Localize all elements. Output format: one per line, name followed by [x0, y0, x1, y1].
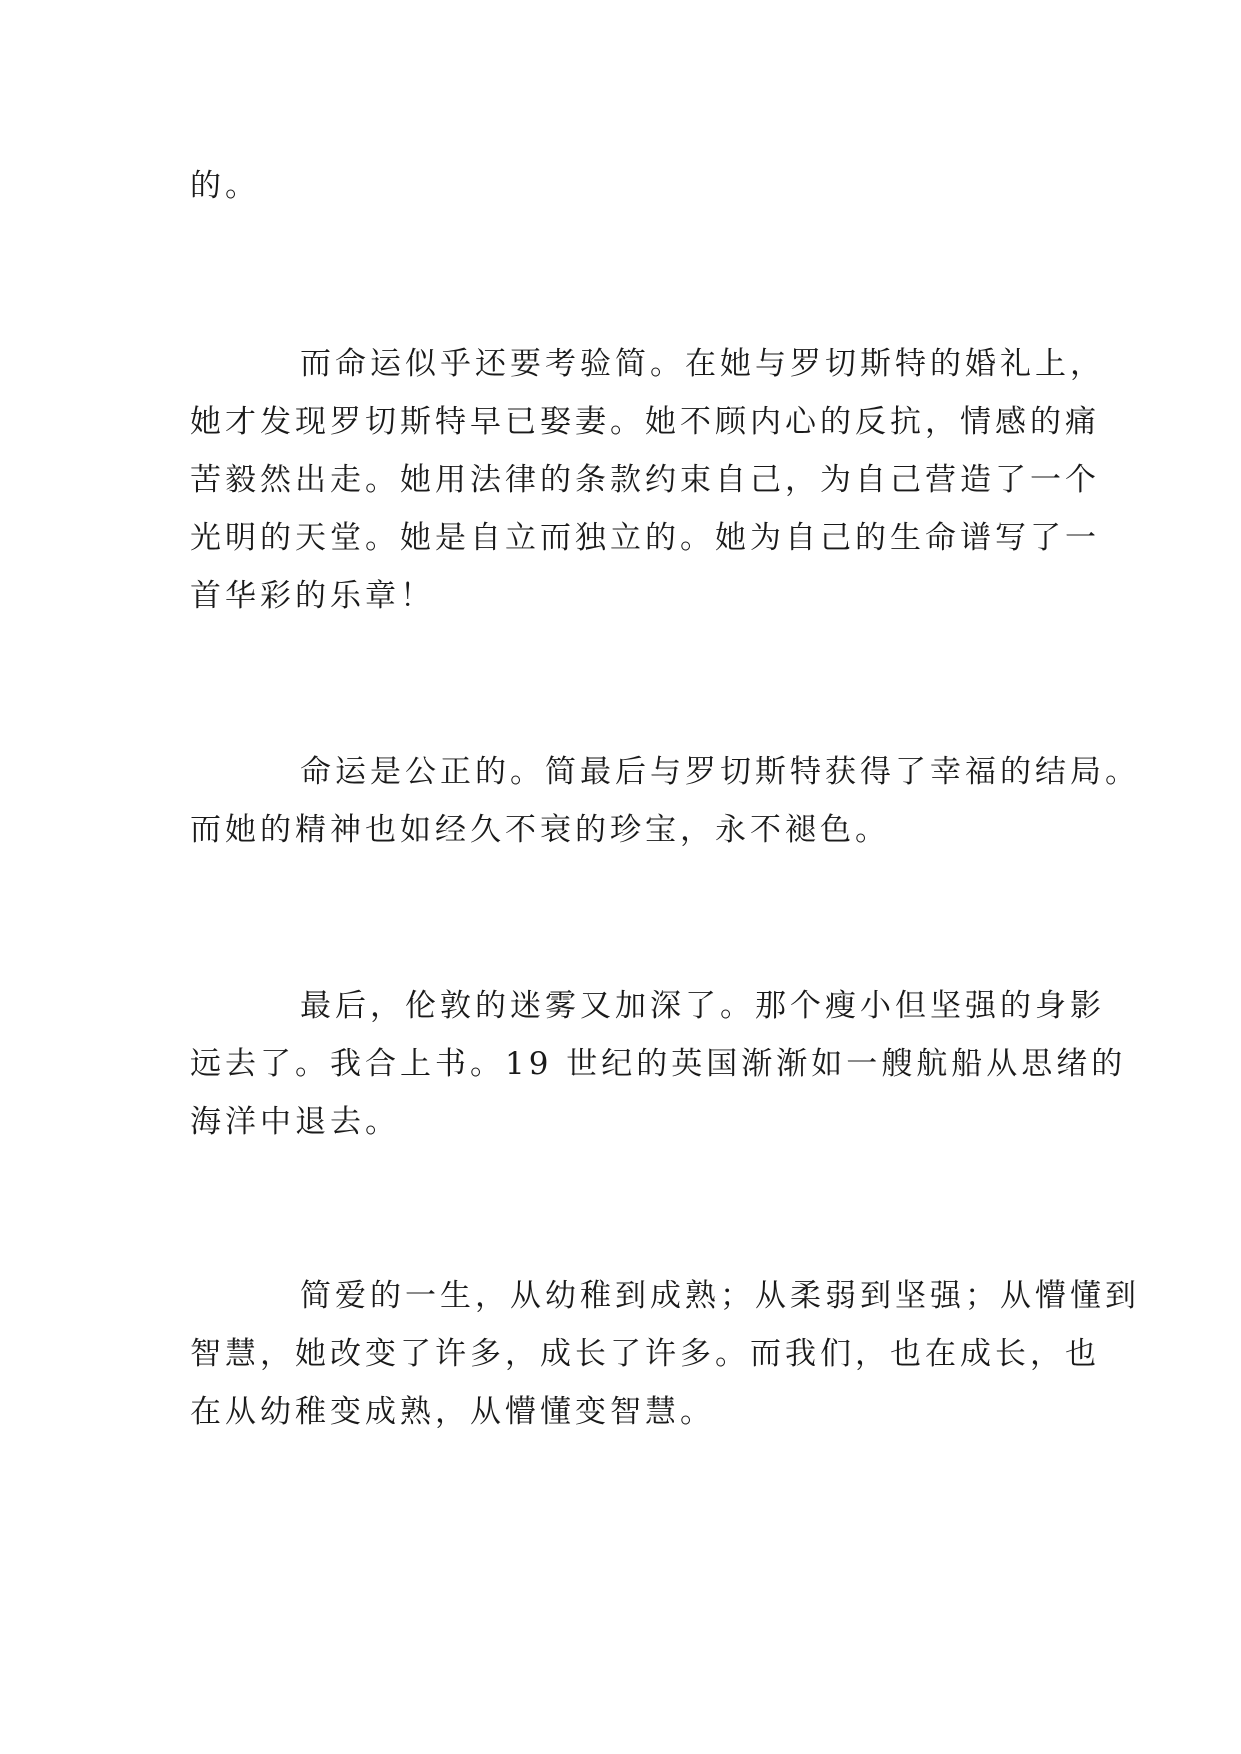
text-line: 简爱的一生，从幼稚到成熟；从柔弱到坚强；从懵懂到	[300, 1278, 1140, 1314]
text-line: 的。	[190, 168, 260, 204]
text-line: 智慧，她改变了许多，成长了许多。而我们，也在成长，也	[190, 1336, 1100, 1372]
text-line: 远去了。我合上书。19 世纪的英国渐渐如一艘航船从思绪的	[190, 1046, 1127, 1082]
text-line: 在从幼稚变成熟，从懵懂变智慧。	[190, 1394, 715, 1430]
text-line: 海洋中退去。	[190, 1104, 400, 1140]
text-line: 首华彩的乐章！	[190, 578, 435, 614]
text-line: 命运是公正的。简最后与罗切斯特获得了幸福的结局。	[300, 754, 1140, 790]
text-line: 她才发现罗切斯特早已娶妻。她不顾内心的反抗，情感的痛	[190, 404, 1100, 440]
text-line: 最后，伦敦的迷雾又加深了。那个瘦小但坚强的身影	[300, 988, 1105, 1024]
text-line: 苦毅然出走。她用法律的条款约束自己，为自己营造了一个	[190, 462, 1100, 498]
text-line: 而她的精神也如经久不衰的珍宝，永不褪色。	[190, 812, 890, 848]
text-line: 光明的天堂。她是自立而独立的。她为自己的生命谱写了一	[190, 520, 1100, 556]
text-line: 而命运似乎还要考验简。在她与罗切斯特的婚礼上，	[300, 346, 1105, 382]
